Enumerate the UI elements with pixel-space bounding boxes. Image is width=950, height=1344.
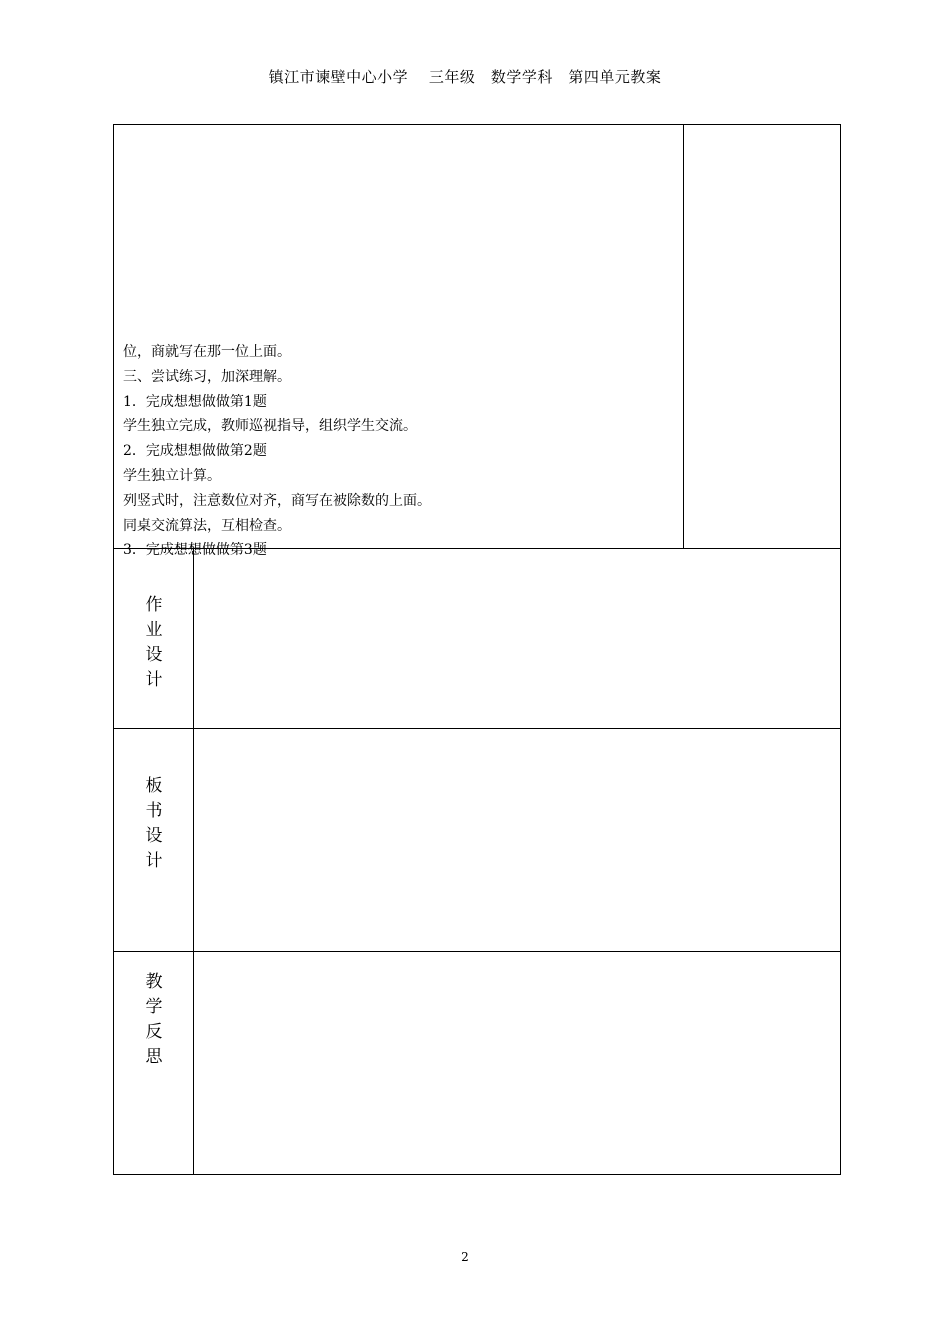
page-number: 2: [461, 1250, 469, 1264]
teaching-reflection-label: 教 学 反 思: [145, 972, 163, 1067]
homework-design-label: 作 业 设 计: [145, 595, 163, 690]
process-line: 三、尝试练习，加深理解。: [123, 368, 291, 385]
table-bottom-border: [113, 1174, 841, 1175]
process-line: 2．完成想想做做第2题: [123, 443, 267, 460]
board-design-label: 板 书 设 计: [145, 776, 163, 871]
process-line: 3．完成想想做做第3题: [123, 542, 267, 559]
table-right-border: [840, 124, 841, 1175]
notes-cell: [684, 125, 840, 548]
board-content-cell: [194, 729, 840, 951]
process-line: 学生独立计算。: [123, 467, 221, 484]
reflection-content-cell: [194, 952, 840, 1174]
process-line: 位，商就写在那一位上面。: [123, 344, 291, 360]
teaching-process-text: [123, 340, 678, 563]
process-line: 1．完成想想做做第1题: [123, 393, 267, 410]
process-line: 同桌交流算法，互相检查。: [123, 517, 291, 534]
process-line: 列竖式时，注意数位对齐，商写在被除数的上面。: [123, 492, 431, 509]
homework-content-cell: [194, 549, 840, 728]
page-header: 镇江市谏壁中心小学 三年级 数学学科 第四单元教案: [268, 68, 662, 86]
process-line: 学生独立完成，教师巡视指导，组织学生交流。: [123, 418, 417, 435]
